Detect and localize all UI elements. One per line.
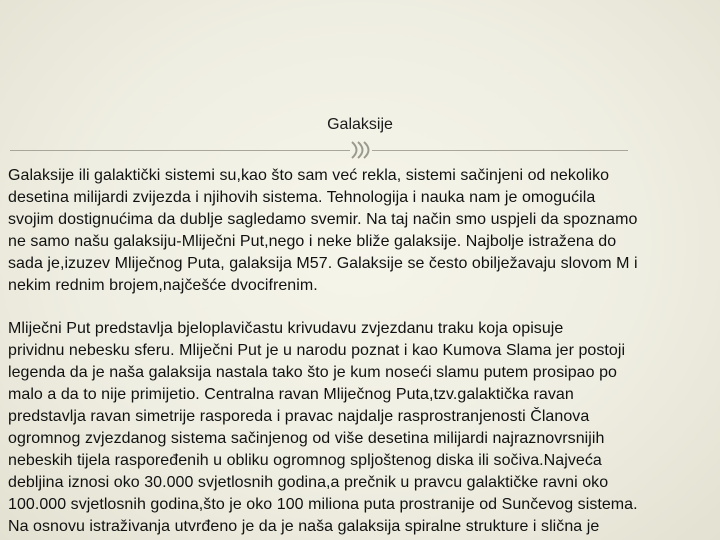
divider-line-right	[372, 150, 628, 151]
paragraph-galaxies-intro: Galaksije ili galaktički sistemi su,kao što sam već rekla, sistemi sačinjeni od nekoliko desetina milijardi zvijezda i njihovih sistema. Tehnologija i nauka nam je omogućila svojim dostignućima da dublje sagledamo svemir. Na taj način smo uspjeli da spoznamo ne samo našu galaksiju-Mliječni Put,nego i neke bliže galaksije. Najbolje istražena do sada je,izuzev Mliječnog Puta, galaksija M57. Galaksije se često obilježavaju slovom M i nekim rednim brojem,najčešće dvocifrenim.	[8, 167, 638, 294]
curl-ornament-icon	[348, 138, 374, 162]
slide-title: Galaksije	[327, 116, 393, 133]
divider-line-left	[10, 150, 350, 151]
paragraph-milky-way: Mliječni Put predstavlja bjeloplavičastu krivudavu zvjezdanu traku koja opisuje prividnu nebesku sferu. Mliječni Put je u narodu poznat i kao Kumova Slama jer postoji legenda da je naša galaksija nastala tako što je kum noseći slamu putem prosipao po malo a da to nije primijetio. Centralna ravan Mliječnog Puta,tzv.galaktička ravan predstavlja ravan simetrije rasporeda i pravac najdalje rasprostranjenosti Članova ogromnog zvjezdanog sistema sačinjenog od više desetina milijardi najraznovrsnijih nebeskih tijela raspoređenih u obliku ogromnog spljoštenog diska ili sočiva.Najveća debljina iznosi oko 30.000 svjetlosnih godina,a prečnik u pravcu galaktičke ravni oko 100.000 svjetlosnih godina,što je oko 100 miliona puta prostranije od Sunčevog sistema. Na osnovu istraživanja utvrđeno je da je naša galaksija spiralne strukture i slična je	[8, 320, 638, 535]
